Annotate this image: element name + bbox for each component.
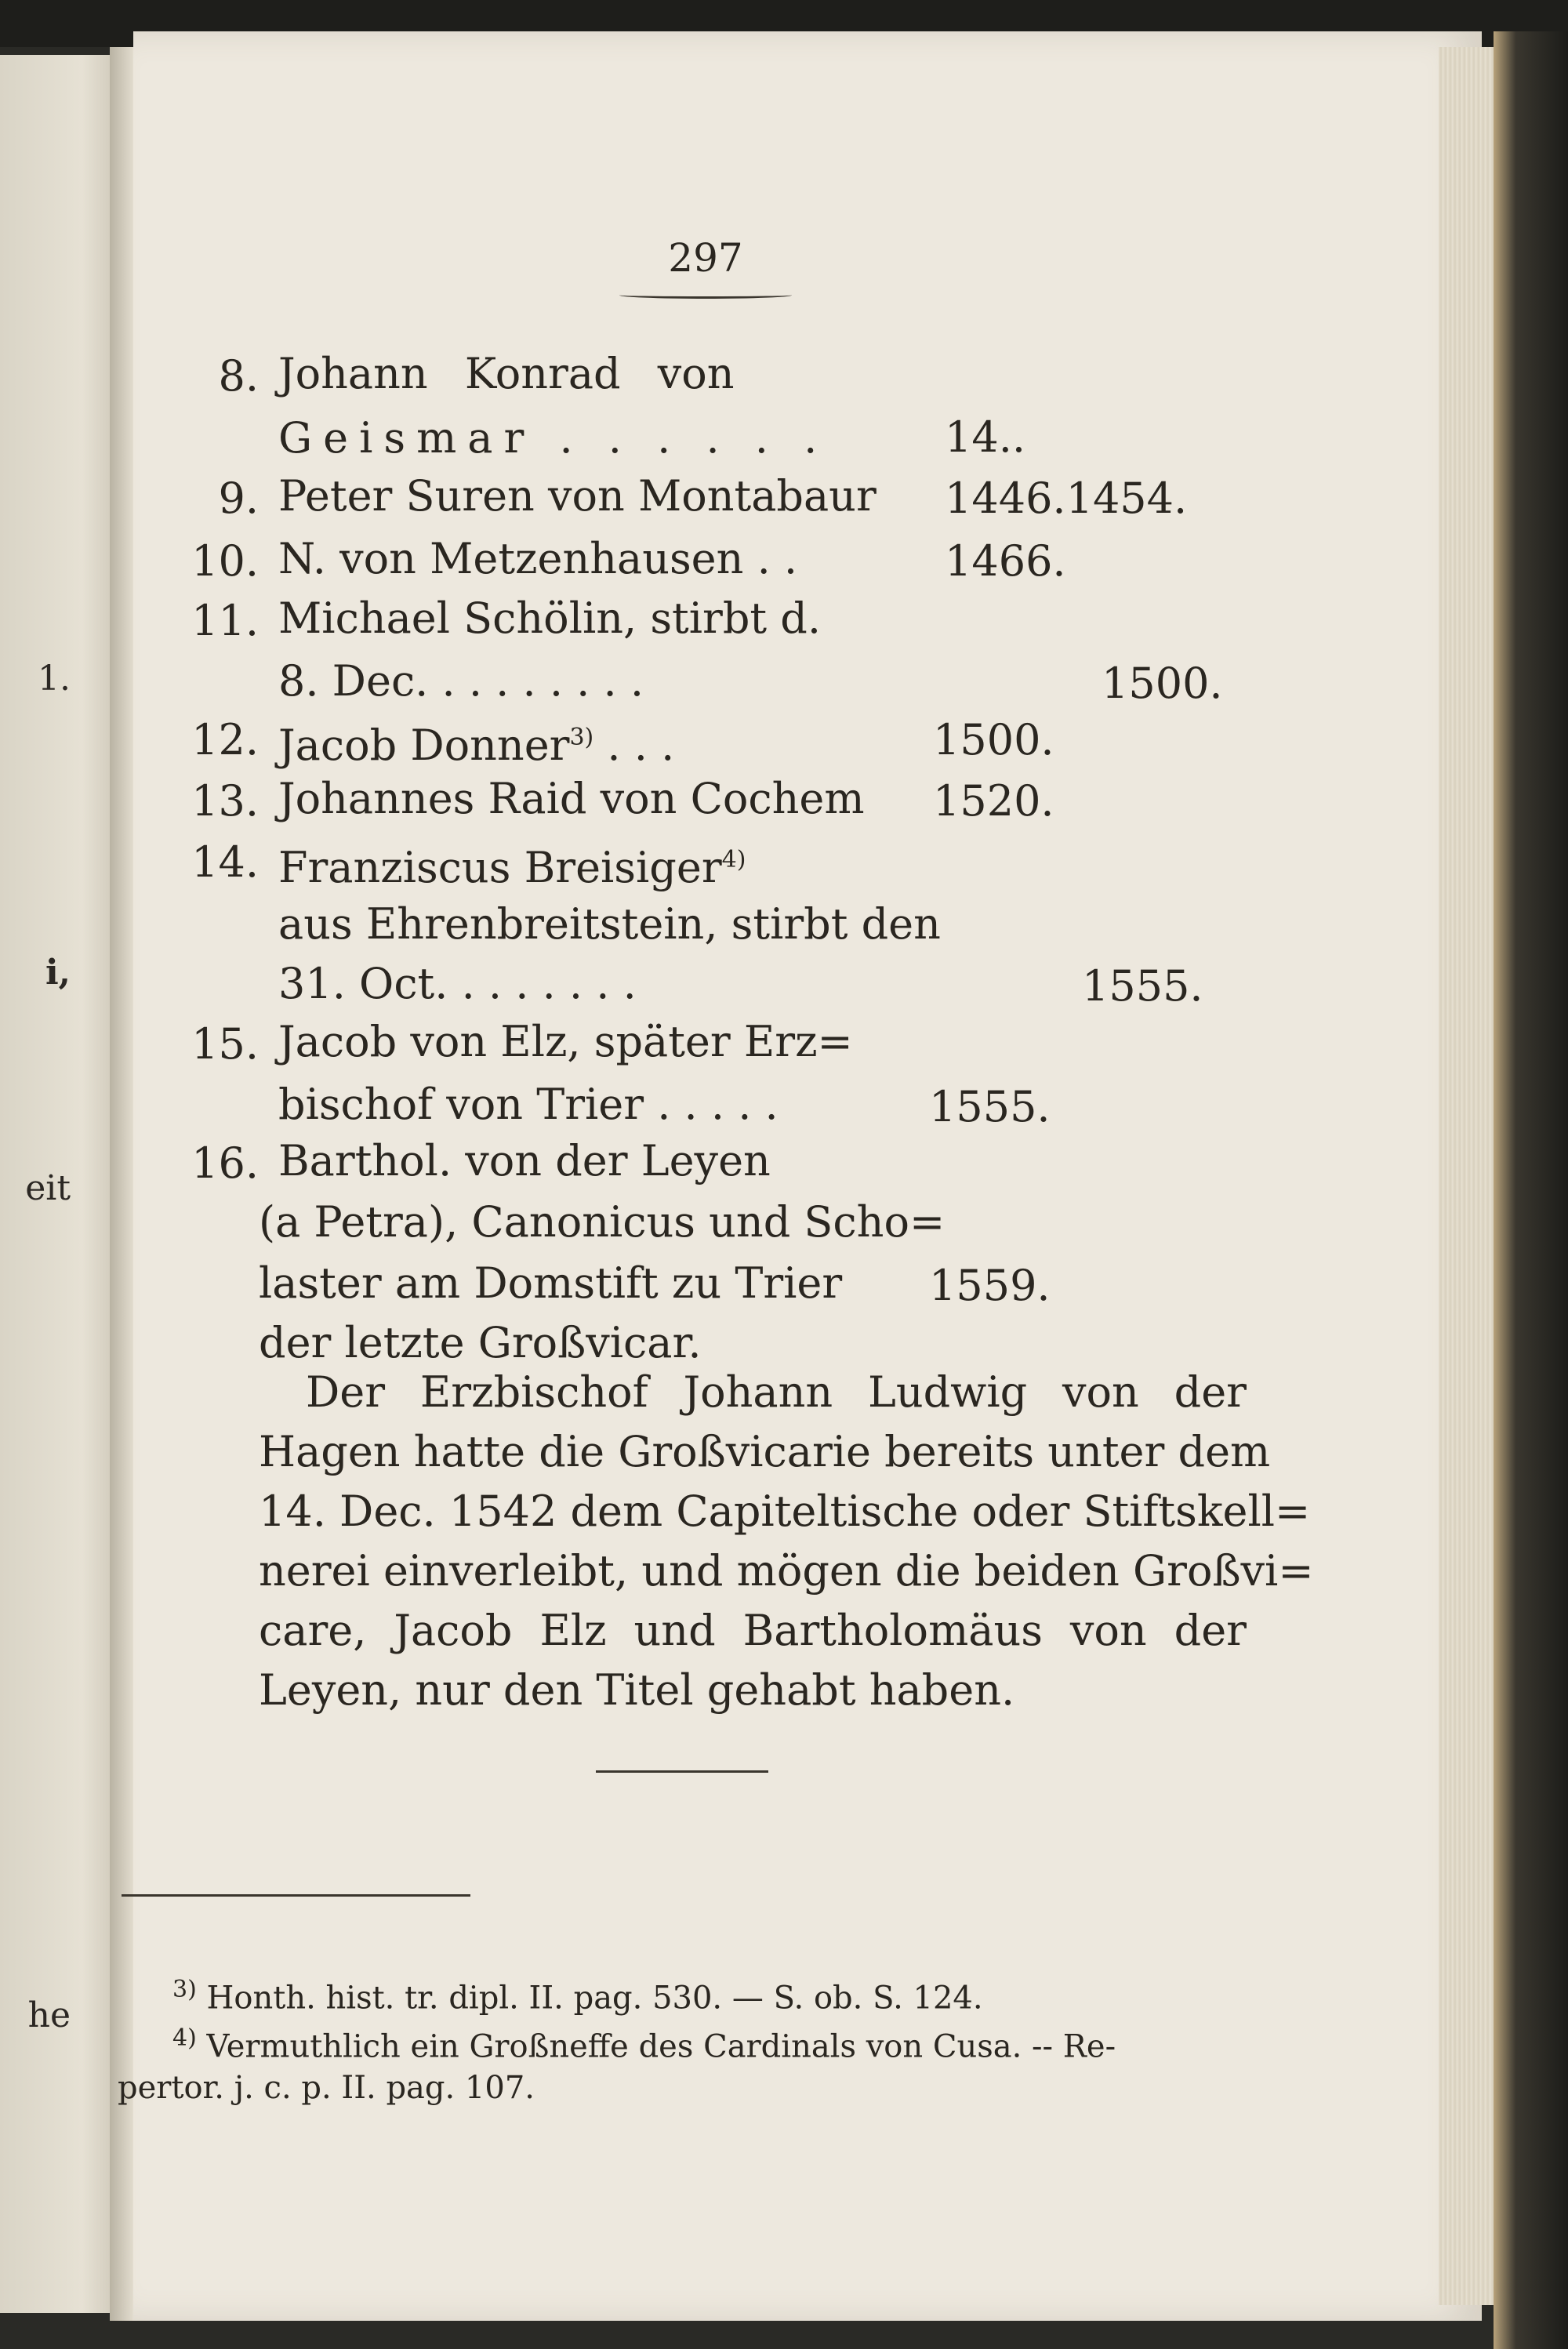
entry-number: 11. bbox=[191, 596, 259, 645]
entry-name: Franziscus Breisiger bbox=[278, 843, 722, 892]
footnote-continuation: pertor. j. c. p. II. pag. 107. bbox=[118, 2070, 535, 2106]
left-fragment: he bbox=[27, 1995, 71, 2035]
paragraph-line: Hagen hatte die Großvicarie bereits unter dem bbox=[259, 1427, 1271, 1476]
entry-number: 13. bbox=[191, 776, 259, 826]
footnote-text: Honth. hist. tr. dipl. II. pag. 530. — S. ob. S. 124. bbox=[206, 1980, 983, 2017]
paragraph-line: 14. Dec. 1542 dem Capiteltische oder Stiftskell= bbox=[259, 1487, 1311, 1536]
book-cover-edge bbox=[1494, 31, 1568, 2349]
entry-number: 12. bbox=[191, 715, 259, 764]
entry-year: 1555. bbox=[929, 1082, 1051, 1131]
left-fragment: 1. bbox=[38, 659, 71, 699]
entry-line: Jacob von Elz, später Erz= bbox=[278, 1017, 853, 1066]
entry-line: Geismar . . . . . . bbox=[278, 413, 829, 463]
entry-year: 14.. bbox=[945, 412, 1026, 462]
entry-number: 14. bbox=[191, 837, 259, 887]
footnote-marker: 4) bbox=[721, 846, 746, 873]
footnote-text: Vermuthlich ein Großneffe des Cardinals von Cusa. -- Re- bbox=[206, 2028, 1116, 2065]
left-fragment: i, bbox=[45, 953, 71, 993]
page-edges bbox=[1439, 47, 1494, 2305]
entry-line: Michael Schölin, stirbt d. bbox=[278, 594, 822, 643]
entry-line: 8. Dec. . . . . . . . . bbox=[278, 656, 644, 706]
footnote-marker: 3) bbox=[569, 724, 594, 751]
entry-number: 15. bbox=[191, 1019, 259, 1069]
page-number-rule bbox=[619, 292, 792, 299]
footnote-mark: 4) bbox=[172, 2024, 197, 2052]
paragraph-line: care, Jacob Elz und Bartholomäus von der bbox=[259, 1606, 1247, 1655]
entry-line: N. von Metzenhausen . . bbox=[278, 534, 798, 583]
entry-number: 10. bbox=[191, 536, 259, 586]
paragraph-line: nerei einverleibt, und mögen die beiden Großvi= bbox=[259, 1546, 1314, 1596]
entry-line: (a Petra), Canonicus und Scho= bbox=[259, 1197, 946, 1247]
entry-year: 1559. bbox=[929, 1261, 1051, 1310]
entry-year: 1500. bbox=[1102, 659, 1223, 708]
entry-line: laster am Domstift zu Trier bbox=[259, 1258, 843, 1308]
entry-line bbox=[278, 712, 674, 772]
entry-year: 1466. bbox=[945, 536, 1066, 586]
paragraph-line: Der Erzbischof Johann Ludwig von der bbox=[306, 1367, 1247, 1417]
entry-number: 8. bbox=[218, 351, 259, 401]
dot-leader: . . . bbox=[593, 721, 675, 770]
entry-line: der letzte Großvicar. bbox=[259, 1318, 702, 1367]
entry-number: 16. bbox=[191, 1138, 259, 1188]
entry-line bbox=[278, 834, 746, 894]
entry-line: Johann Konrad von bbox=[278, 349, 735, 398]
entry-line: bischof von Trier . . . . . bbox=[278, 1080, 779, 1129]
entry-line: aus Ehrenbreitstein, stirbt den bbox=[278, 899, 941, 949]
footnote-mark: 3) bbox=[172, 1976, 197, 2003]
entry-year: 1555. bbox=[1082, 961, 1203, 1011]
entry-line: Peter Suren von Montabaur bbox=[278, 471, 877, 521]
entry-number: 9. bbox=[218, 474, 259, 523]
paragraph-line: Leyen, nur den Titel gehabt haben. bbox=[259, 1665, 1015, 1715]
footnote bbox=[172, 2024, 1116, 2064]
entry-name: Jacob Donner bbox=[278, 721, 570, 770]
entry-line: Johannes Raid von Cochem bbox=[278, 774, 865, 823]
entry-year: 1446.1454. bbox=[945, 474, 1188, 523]
section-divider bbox=[596, 1770, 768, 1773]
entry-line: 31. Oct. . . . . . . . bbox=[278, 959, 637, 1008]
entry-line: Barthol. von der Leyen bbox=[278, 1136, 771, 1185]
entry-year: 1500. bbox=[933, 715, 1054, 764]
footnote-divider bbox=[122, 1894, 470, 1897]
facing-page bbox=[0, 55, 118, 2313]
page-number: 297 bbox=[668, 235, 743, 281]
footnote bbox=[172, 1976, 983, 2016]
entry-year: 1520. bbox=[933, 776, 1054, 826]
left-fragment: eit bbox=[25, 1168, 71, 1208]
